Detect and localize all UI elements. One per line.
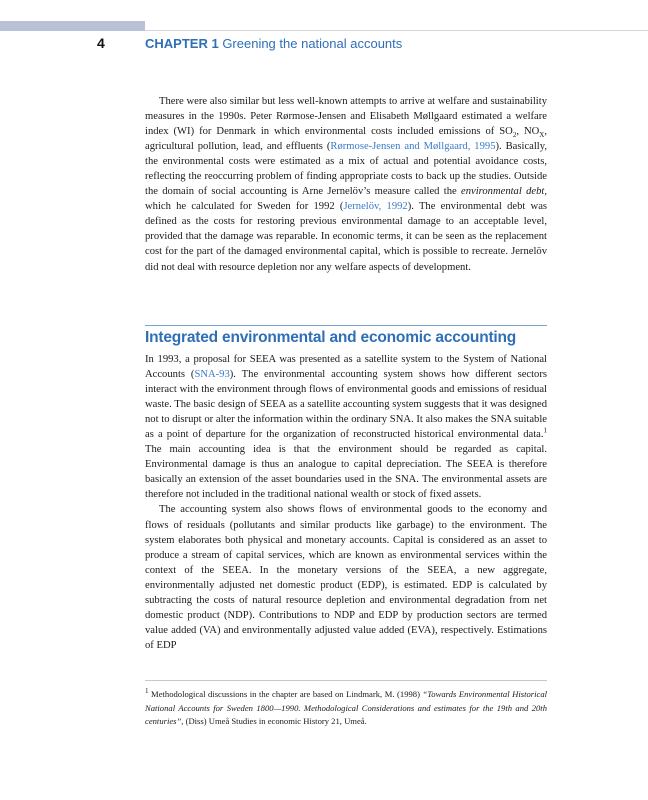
footnote-marker[interactable]: 1 <box>543 426 547 435</box>
body-text-intro <box>145 94 547 275</box>
header-accent-bar <box>0 21 145 31</box>
running-head <box>145 36 402 51</box>
section-divider <box>145 325 547 326</box>
paragraph: There were also similar but less well-known attempts to arrive at welfare and sustainability measures in the 1990s. Peter Rørmose-Jensen and Elisabeth Møllgaard estimated a welfare index (WI) for Denmark in which environmental costs included emissions of $SO_2$, $NO_X$, agricultural pollution, lead, and effluents (Rørmose-Jensen and Møllgaard, 1995). Basically, the environmental costs were estimated as a mix of actual and potential avoidance costs, reflecting the reoccurring problem of finding appropriate costs to back up the studies. Outside the domain of social accounting is Arne Jernelöv’s measure called the environmental debt, which he calculated for Sweden for 1992 (Jernelöv, 1992). The environmental debt was defined as the costs for restoring previous environmental damage to an acceptable level, provided that the damage was reparable. In economic terms, it can be seen as the replacement cost for the part of the damaged environmental capital, which is possible to recreate. Jernelöv did not deal with resource depletion nor any welfare aspects of development. <box>145 96 548 273</box>
chapter-title: Greening the national accounts <box>222 36 403 51</box>
paragraph: In 1993, a proposal for SEEA was presented as a satellite system to the System of National Accounts (SNA-93). The environmental accounting system shows how different sectors interact with the environment through flows of environmental goods and emissions of residual waste. The basic design of SEEA as a satellite accounting system suggests that it was designed not to disrupt or alter the information within the ordinary SNA. It also makes the SNA suitable as a point of departure for the organization of reconstructed historical environmental data.$^1$ The main accounting idea is that the environment should be regarded as capital. Environmental damage is thus an analogue to capital depreciation. The SEEA is therefore basically an extension of the asset boundaries used in the SNA. The environmental assets are therefore not included in the traditional national wealth or stock of fixed assets. <box>145 354 547 501</box>
chapter-label: CHAPTER 1 <box>145 36 219 51</box>
header-rule <box>145 30 648 31</box>
citation-link[interactable]: Rørmose-Jensen and Møllgaard, 1995 <box>330 141 496 153</box>
body-text-section <box>145 352 547 653</box>
citation-link[interactable]: SNA-93 <box>194 369 230 381</box>
citation-link[interactable]: Jernelöv, 1992 <box>343 201 408 213</box>
footnote: $^1$ Methodological discussions in the chapter are based on Lindmark, M. (1998) “Towards Environmental Historical National Accounts for Sweden 1800—1990. Methodological Considerations and estimates for the 19th and 20th centuries”, (Diss) Umeå Studies in economic History 21, Umeå. <box>145 687 548 727</box>
paragraph: The accounting system also shows flows of environmental goods to the economy and flows of residuals (pollutants and similar products like garbage) to the environment. The system elaborates both physical and monetary accounts. Capital is considered as an asset to produce a stream of capital services, which are known as environmental services within the context of the SEEA. In the monetary versions of the SEEA, a new aggregate, environmentally adjusted net domestic product (EDP), is estimated. EDP is calculated by subtracting the costs of natural resource depletion and environmental degradation from net domestic product (NDP). Contributions to NDP and EDP by production sectors are termed value added (VA) and environmentally adjusted value added (EVA), respectively. Estimations of EDP <box>145 504 547 651</box>
footnote-rule <box>145 680 547 681</box>
page-number: 4 <box>97 35 105 51</box>
section-heading: Integrated environmental and economic accounting <box>145 329 517 346</box>
